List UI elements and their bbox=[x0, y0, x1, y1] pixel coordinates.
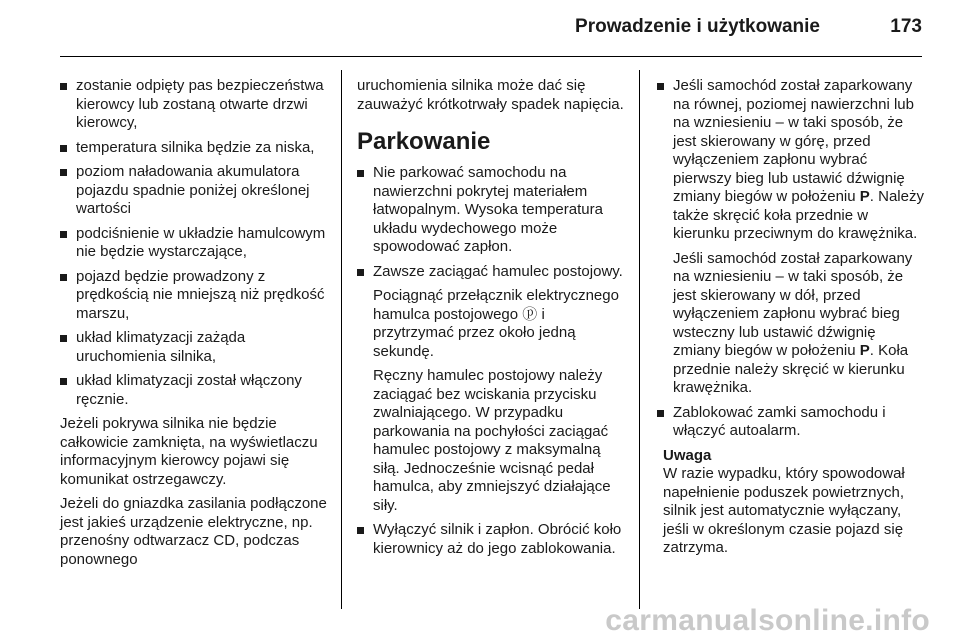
list-item: zostanie odpięty pas bezpieczeństwa kierowcy lub zostaną otwarte drzwi kierowcy, bbox=[60, 77, 328, 133]
header-rule bbox=[60, 56, 922, 57]
paragraph-continued: uruchomienia silnika może dać się zauważyć krótkotrwały spadek napięcia. bbox=[357, 77, 624, 113]
note-text: W razie wypadku, który spowodował napełnienie poduszek powietrznych, silnik jest automatycznie wyłączany, jeśli w określonym czasie pojazd się zatrzyma. bbox=[663, 465, 905, 556]
bullet-square-icon bbox=[357, 269, 364, 276]
list-item: podciśnienie w układzie hamulcowym nie będzie wystarczające, bbox=[60, 225, 328, 262]
parking-brake-icon: ⓟ bbox=[522, 305, 538, 323]
bullet-square-icon bbox=[60, 335, 67, 342]
list-item: układ klimatyzacji zażąda uruchomienia silnika, bbox=[60, 329, 328, 366]
list-item: temperatura silnika będzie za niska, bbox=[60, 139, 328, 158]
page-number: 173 bbox=[890, 16, 922, 37]
list-item: układ klimatyzacji został włączony ręcznie. bbox=[60, 372, 328, 409]
watermark: carmanualsonline.info bbox=[605, 604, 930, 637]
bullet-square-icon bbox=[357, 170, 364, 177]
sub-paragraph-parking-brake-switch: Pociągnąć przełącznik elektrycznego hamulca postojowego ⓟ i przytrzymać przez około jedną sekundę. bbox=[373, 287, 619, 360]
list-item: Nie parkować samochodu na nawierzchni pokrytej materiałem łatwopalnym. Wysoka temperatura układu wydechowego może spowodować zapłon. bbox=[357, 164, 625, 257]
column-2 bbox=[357, 77, 625, 564]
list-item: Wyłączyć silnik i zapłon. Obrócić koło kierownicy aż do jego zablokowania. bbox=[357, 521, 625, 558]
bullet-square-icon bbox=[60, 274, 67, 281]
list-item: Jeśli samochód został zaparkowany na równej, poziomej nawierzchni lub na wzniesieniu – w taki sposób, że jest skierowany w górę, przed wyłączeniem zapłonu wybrać pierwszy bieg lub ustawić dźwignię zmiany biegów w położeniu P. Należy także skręcić koła przednie w kierunku przeciwnym do krawężnika. bbox=[657, 77, 925, 244]
column-3 bbox=[657, 77, 925, 558]
list-item: pojazd będzie prowadzony z prędkością nie mniejszą niż prędkość marszu, bbox=[60, 268, 328, 324]
paragraph-hood-warning: Jeżeli pokrywa silnika nie będzie całkowicie zamknięta, na wyświetlaczu informacyjnym kierowcy pojawi się komunikat ostrzegawczy. bbox=[60, 415, 318, 488]
note-title: Uwaga bbox=[663, 446, 712, 464]
bullet-square-icon bbox=[357, 527, 364, 534]
column-divider-1 bbox=[341, 70, 342, 609]
column-divider-2 bbox=[639, 70, 640, 609]
bullet-square-icon bbox=[60, 83, 67, 90]
list-item: Zablokować zamki samochodu i włączyć autoalarm. bbox=[657, 404, 925, 441]
section-heading: Parkowanie bbox=[357, 128, 491, 155]
bullet-square-icon bbox=[60, 169, 67, 176]
list-item: Zawsze zaciągać hamulec postojowy. bbox=[357, 263, 625, 282]
paragraph-power-socket: Jeżeli do gniazdka zasilania podłączone jest jakieś urządzenie elektryczne, np. przenośny odtwarzacz CD, podczas ponownego bbox=[60, 495, 327, 568]
bullet-square-icon bbox=[60, 231, 67, 238]
bullet-square-icon bbox=[60, 145, 67, 152]
list-item: poziom naładowania akumulatora pojazdu spadnie poniżej określonej wartości bbox=[60, 163, 328, 219]
column-1 bbox=[60, 77, 328, 575]
page-title: Prowadzenie i użytkowanie bbox=[575, 16, 820, 37]
bullet-square-icon bbox=[657, 83, 664, 90]
sub-paragraph-manual-brake: Ręczny hamulec postojowy należy zaciągać bez wciskania przycisku zwalniającego. W przypadku parkowania na pochyłości zaciągać hamulec postojowy z maksymalną siłą. Jednocześnie wcisnąć pedał hamulca, aby zmniejszyć działające siły. bbox=[373, 367, 611, 514]
bullet-square-icon bbox=[657, 410, 664, 417]
bullet-square-icon bbox=[60, 378, 67, 385]
sub-paragraph-downhill: Jeśli samochód został zaparkowany na wzniesieniu – w taki sposób, że jest skierowany w dół, przed wyłączeniem zapłonu wybrać bieg wsteczny lub ustawić dźwignię zmiany biegów w położeniu P. Koła przednie należy skręcić w kierunku krawężnika. bbox=[673, 249, 913, 396]
